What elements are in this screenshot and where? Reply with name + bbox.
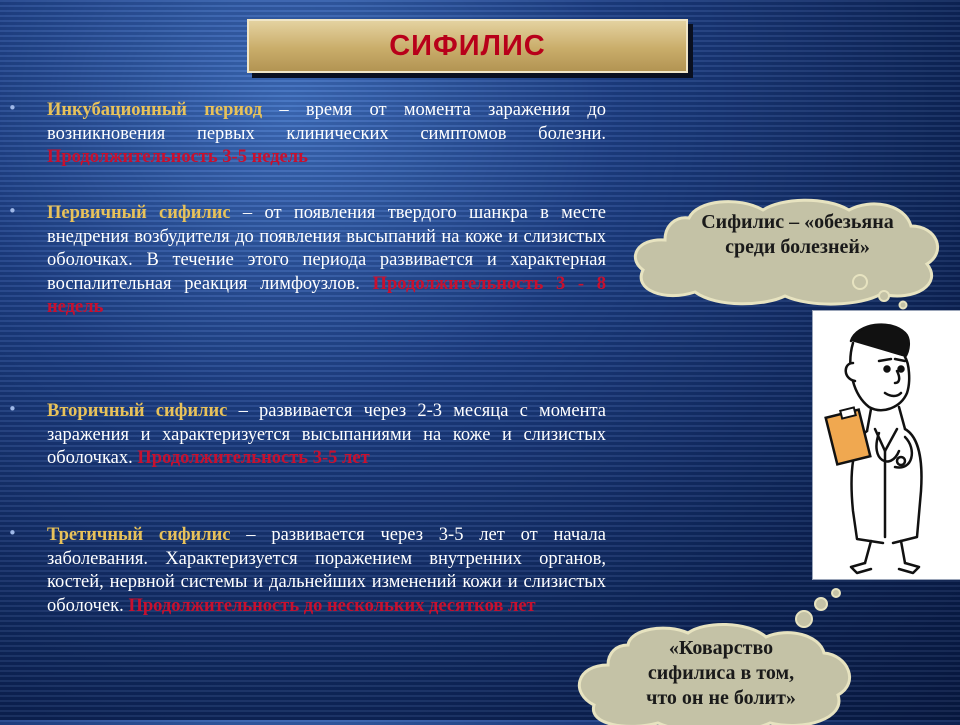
title-banner xyxy=(247,19,688,73)
bullet-description: – от появления твердого шанкра в месте внедрения возбудителя до появления высыпаний на коже и слизистых оболочках. В течение этого периода развивается и характерная воспалительная реакция лимфоузлов. xyxy=(47,203,606,294)
clipboard-icon xyxy=(826,407,871,464)
thought-bubble-trail-bottom xyxy=(796,589,840,627)
bullet-icon: • xyxy=(8,524,17,542)
bullet-duration: Продолжительность до нескольких десятков лет xyxy=(128,595,536,616)
bullet-icon: • xyxy=(8,202,17,220)
doctor-with-clipboard-icon xyxy=(813,311,960,579)
bullet-text xyxy=(47,202,606,320)
bullet-term: Третичный сифилис xyxy=(47,525,231,545)
bullet-text xyxy=(47,400,606,471)
cloud-bottom-text xyxy=(600,636,842,711)
cloud-bottom-line: что он не болит» xyxy=(646,687,796,709)
bullet-duration: Продолжительность 3 - 8 недель xyxy=(47,273,606,317)
page-title: СИФИЛИС xyxy=(389,29,546,62)
bullet-text xyxy=(47,99,606,170)
bullet-term: Первичный сифилис xyxy=(47,203,231,223)
bullet-term: Инкубационный период xyxy=(47,100,263,120)
bullet-item-tertiary xyxy=(8,524,608,618)
bullet-text xyxy=(47,524,606,618)
bullet-duration: Продолжительность 3-5 недель xyxy=(47,147,308,167)
cloud-top-line: Сифилис – «обезьяна xyxy=(701,211,894,233)
bullet-description: – развивается через 2-3 месяца с момента заражения и характеризуется высыпаниями на коже и слизистых оболочках. xyxy=(47,401,607,468)
cloud-top-line: среди болезней» xyxy=(725,236,870,258)
bullet-icon: • xyxy=(8,400,17,418)
bullet-duration: Продолжительность 3-5 лет xyxy=(137,448,370,468)
bullet-item-secondary xyxy=(8,400,608,471)
bullet-item-primary xyxy=(8,202,608,320)
bullet-item-incubation xyxy=(8,99,608,170)
doctor-illustration xyxy=(812,310,960,580)
bullet-icon: • xyxy=(8,99,17,117)
bullet-term: Вторичный сифилис xyxy=(47,401,228,421)
cloud-top-text xyxy=(660,210,935,260)
bullet-description: – время от момента заражения до возникновения первых клинических симптомов болезни. xyxy=(47,100,606,144)
cloud-bottom-line: сифилиса в том, xyxy=(647,662,795,684)
bullet-description: – развивается через 3-5 лет от начала заболевания. Характеризуется поражением внутренних органов, костей, нервной системы и дальнейших изменений кожи и слизистых оболочек. xyxy=(47,525,606,616)
cloud-bottom-line: «Коварство xyxy=(668,637,774,659)
